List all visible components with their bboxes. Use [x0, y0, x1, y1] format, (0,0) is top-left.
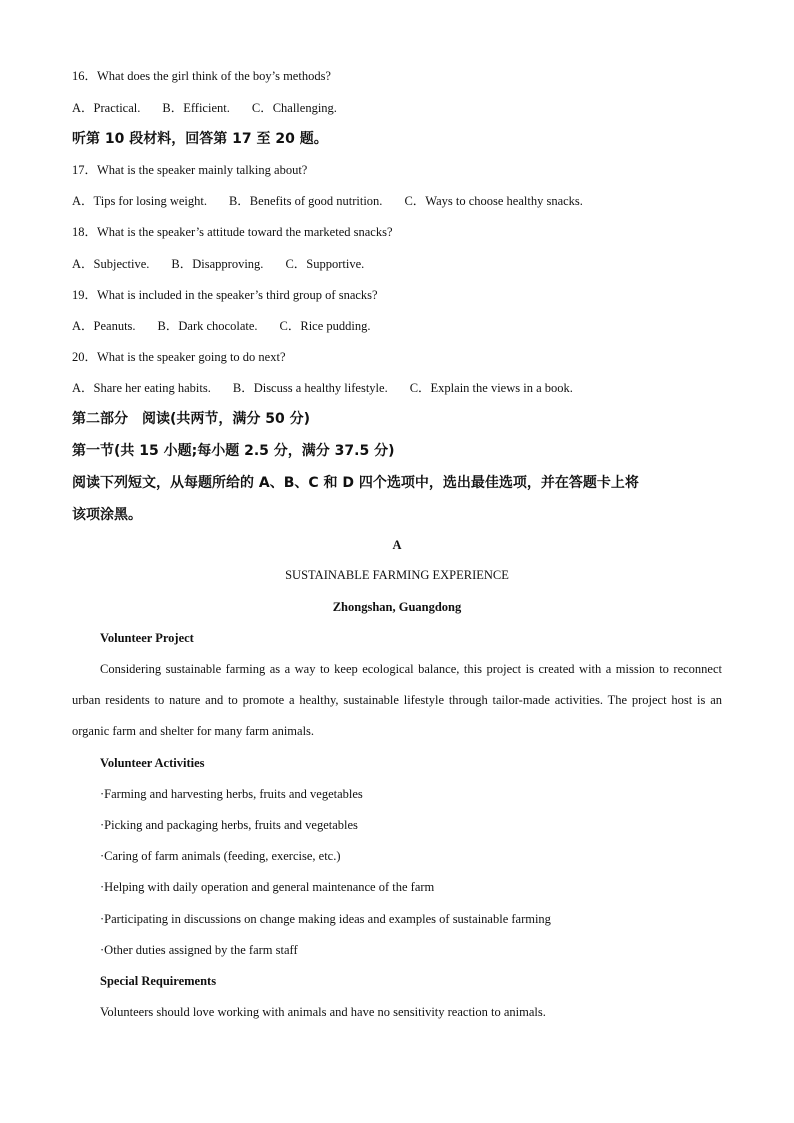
q19-option-a: A．Peanuts. [72, 319, 136, 333]
q19-option-b: B．Dark chocolate. [157, 319, 258, 333]
section-10-heading: 听第 10 段材料，回答第 17 至 20 题。 [72, 131, 328, 147]
q16-option-a: A．Practical. [72, 101, 141, 115]
part-two-heading: 第二部分 阅读(共两节，满分 50 分) [72, 411, 311, 427]
activity-item: ·Participating in discussions on change making ideas and examples of sustainable farming [100, 912, 551, 926]
question-19-options [72, 318, 370, 334]
q17-option-c: C．Ways to choose healthy snacks. [404, 194, 583, 208]
activity-item: ·Other duties assigned by the farm staff [100, 943, 298, 957]
question-18-options [72, 256, 364, 272]
question-18-stem: 18．What is the speaker’s attitude toward the marketed snacks? [72, 225, 393, 239]
question-17-options [72, 193, 583, 209]
q18-option-b: B．Disapproving. [171, 257, 264, 271]
q18-option-a: A．Subjective. [72, 257, 150, 271]
instruction-line-2: 该项涂黑。 [72, 507, 142, 523]
project-heading: Volunteer Project [100, 631, 194, 645]
question-20-options [72, 380, 573, 396]
question-17-stem: 17．What is the speaker mainly talking about? [72, 163, 308, 177]
q17-option-b: B．Benefits of good nutrition. [228, 194, 383, 208]
q16-option-c: C．Challenging. [251, 101, 337, 115]
question-16-stem: 16．What does the girl think of the boy’s methods? [72, 69, 331, 83]
q20-option-a: A．Share her eating habits. [72, 381, 211, 395]
activity-item: ·Caring of farm animals (feeding, exercise, etc.) [100, 849, 341, 863]
activity-item: ·Helping with daily operation and general maintenance of the farm [100, 880, 435, 894]
requirements-text: Volunteers should love working with animals and have no sensitivity reaction to animals. [100, 1005, 546, 1019]
instruction-line-1: 阅读下列短文，从每题所给的 A、B、C 和 D 四个选项中，选出最佳选项，并在答题卡上将 [72, 475, 639, 491]
question-16-options [72, 100, 337, 116]
q18-option-c: C．Supportive. [285, 257, 365, 271]
q16-option-b: B．Efficient. [162, 101, 230, 115]
section-one-heading: 第一节(共 15 小题;每小题 2.5 分，满分 37.5 分) [72, 443, 395, 459]
question-20-stem: 20．What is the speaker going to do next? [72, 350, 286, 364]
q17-option-a: A．Tips for losing weight. [72, 194, 207, 208]
q20-option-b: B．Discuss a healthy lifestyle. [232, 381, 388, 395]
passage-location: Zhongshan, Guangdong [332, 600, 462, 614]
q20-option-c: C．Explain the views in a book. [409, 381, 573, 395]
activity-item: ·Picking and packaging herbs, fruits and vegetables [100, 818, 358, 832]
passage-letter: A [392, 538, 402, 552]
project-paragraph: Considering sustainable farming as a way to keep ecological balance, this project is created with a mission to reconnect urban residents to nature and to promote a healthy, sustainable lifestyle through tailor-made activities. The project host is an organic farm and shelter for many farm animals. [72, 662, 722, 738]
passage-title: SUSTAINABLE FARMING EXPERIENCE [285, 568, 509, 582]
activities-heading: Volunteer Activities [100, 756, 205, 770]
q19-option-c: C．Rice pudding. [279, 319, 371, 333]
question-19-stem: 19．What is included in the speaker’s third group of snacks? [72, 288, 378, 302]
activity-item: ·Farming and harvesting herbs, fruits and vegetables [100, 787, 363, 801]
requirements-heading: Special Requirements [100, 974, 217, 988]
